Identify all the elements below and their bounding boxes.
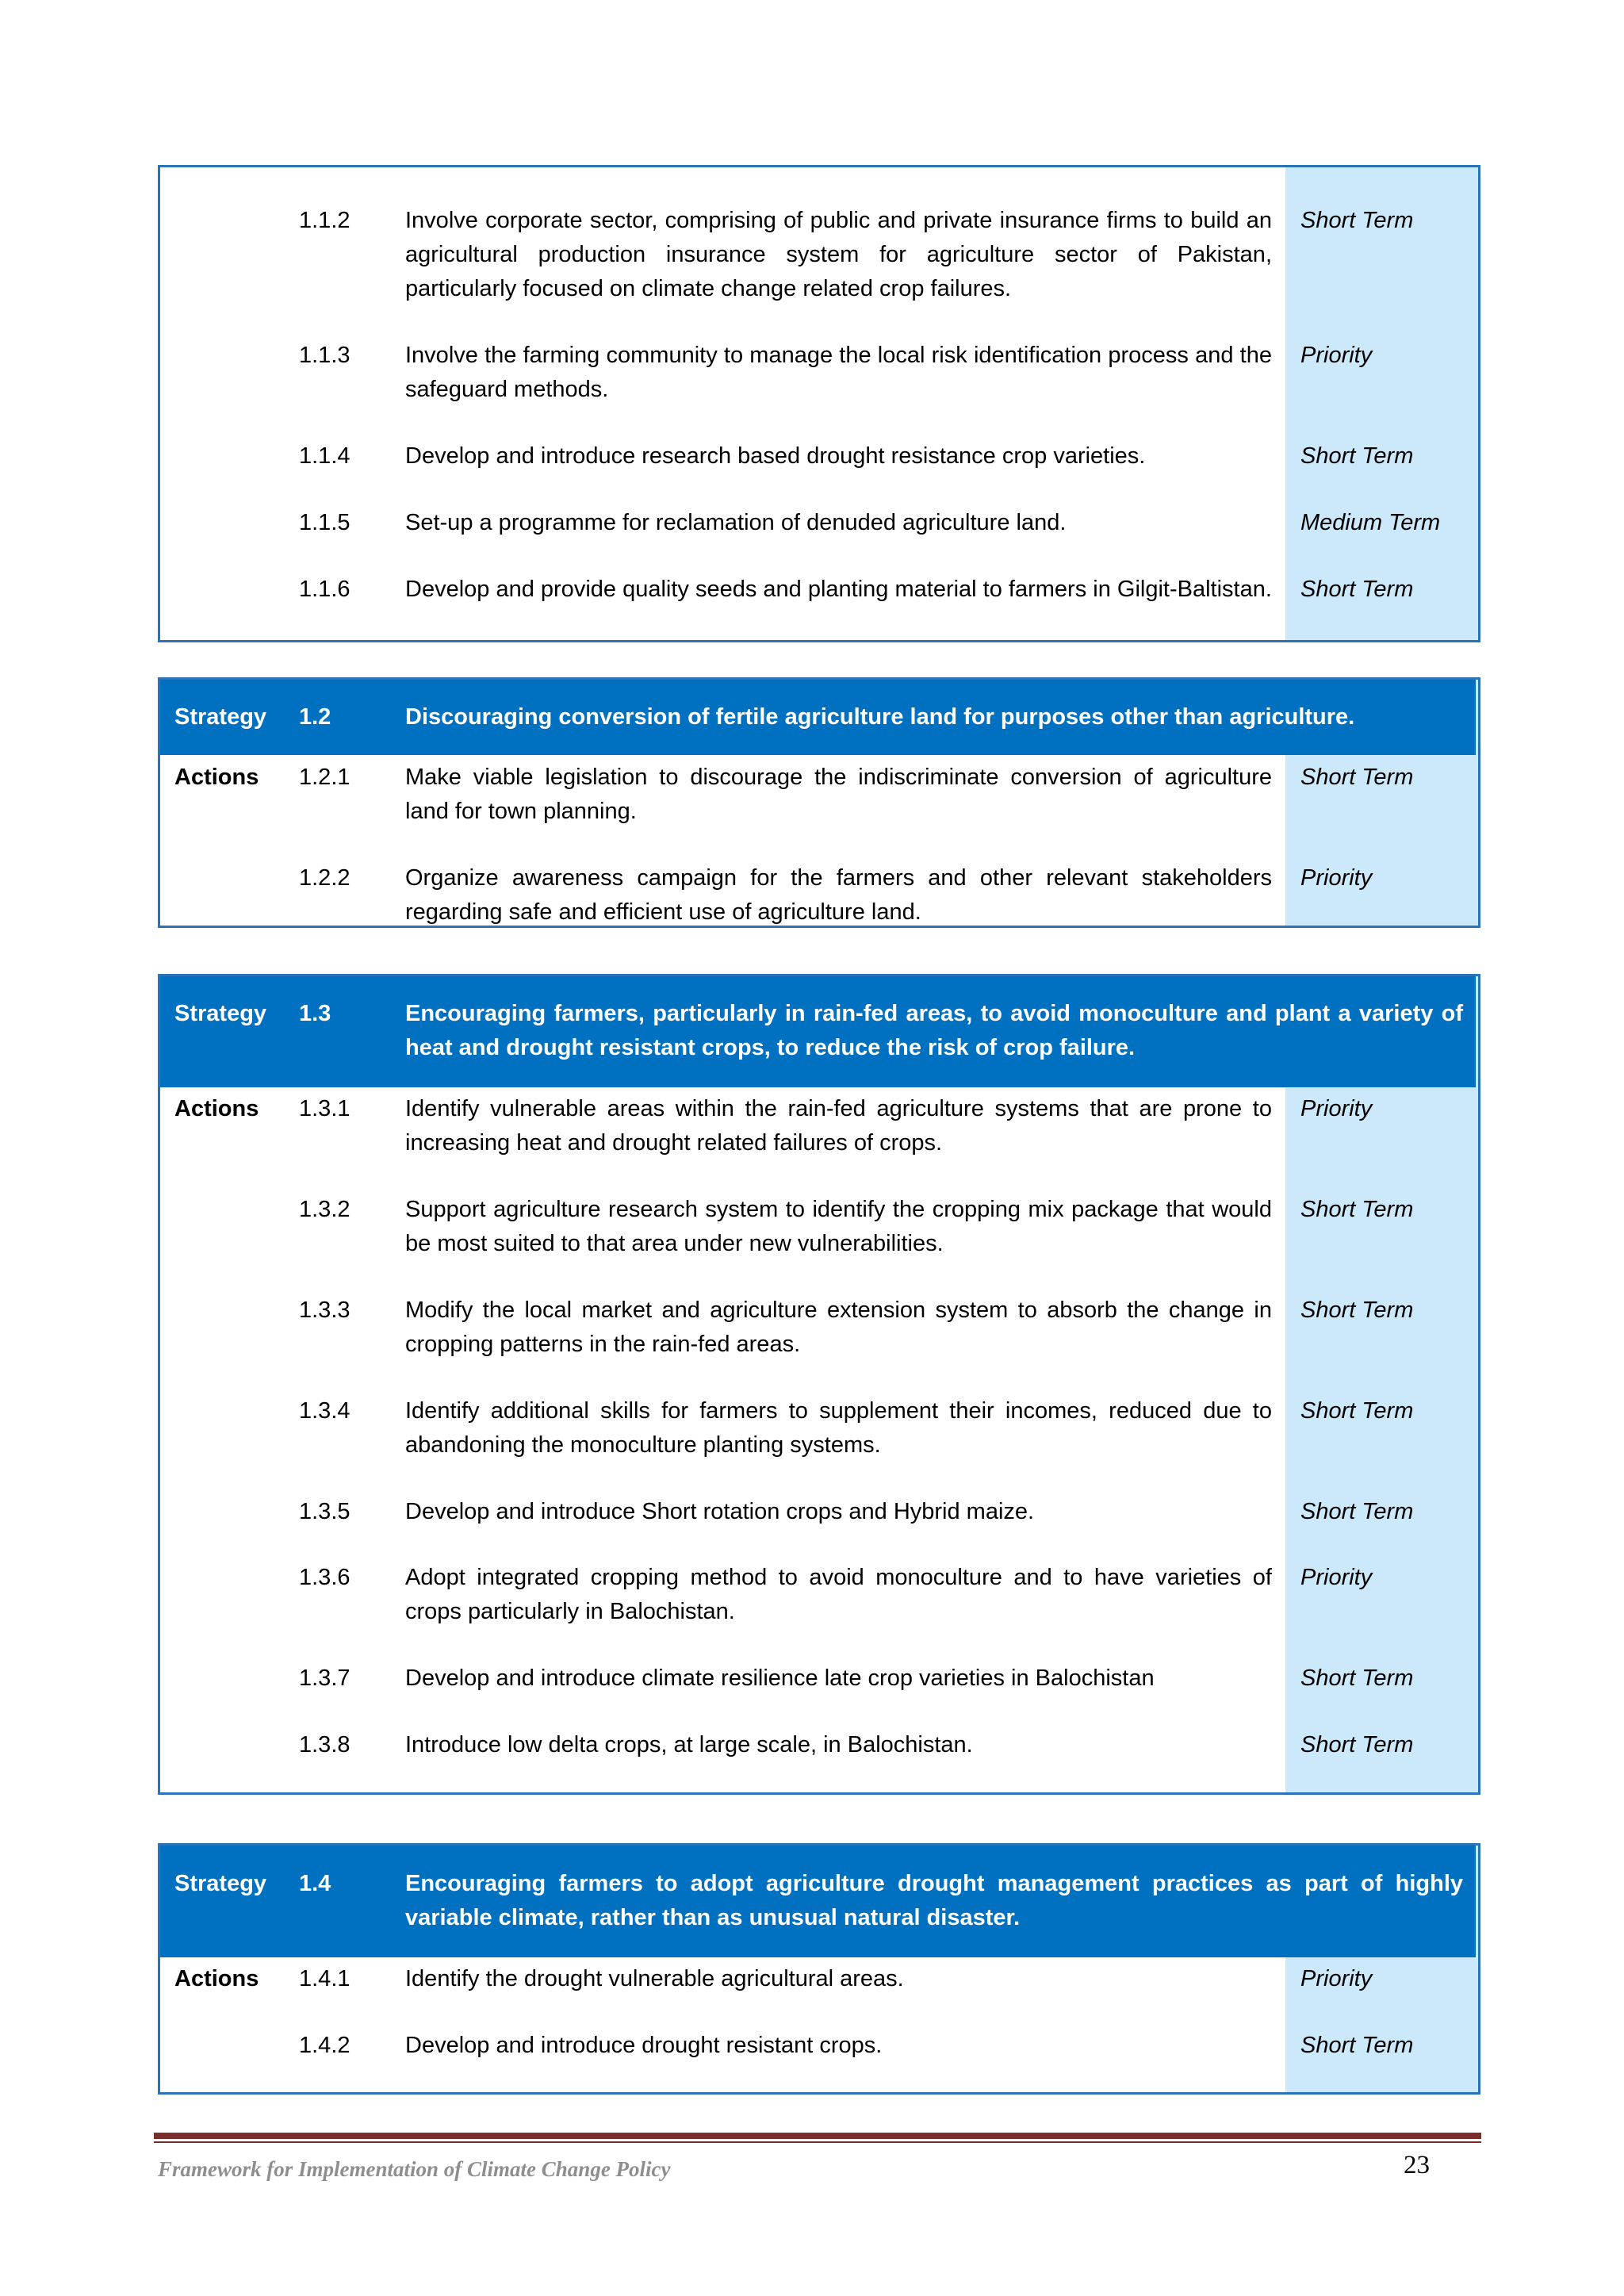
footer-divider-thin (154, 2141, 1481, 2143)
strategy-number: 1.3 (299, 1001, 331, 1026)
action-number: 1.3.2 (299, 1197, 350, 1222)
strategy-1-1-continued-box (158, 165, 1480, 642)
actions-label: Actions (174, 1966, 259, 1991)
action-text: Set-up a programme for reclamation of denuded agriculture land. (405, 510, 1067, 535)
action-term: Short Term (1300, 765, 1414, 790)
action-term: Short Term (1300, 1499, 1414, 1524)
action-number: 1.4.2 (299, 2033, 350, 2058)
action-number: 1.1.6 (299, 577, 350, 602)
action-text: Support agriculture research system to identify the cropping mix package that would be most suited to that area under new vulnerabilities. (405, 1197, 1272, 1256)
strategy-header (160, 680, 1476, 755)
action-number: 1.2.2 (299, 865, 350, 891)
strategy-text: Discouraging conversion of fertile agriculture land for purposes other than agriculture. (405, 704, 1355, 730)
action-number: 1.3.3 (299, 1297, 350, 1323)
action-term: Priority (1300, 1565, 1373, 1590)
actions-label: Actions (174, 765, 259, 790)
actions-label: Actions (174, 1096, 259, 1121)
strategy-1-3-box (158, 974, 1480, 1795)
action-text: Introduce low delta crops, at large scale, in Balochistan. (405, 1732, 973, 1757)
strategy-label: Strategy (174, 704, 267, 730)
action-term: Priority (1300, 865, 1373, 891)
action-text: Adopt integrated cropping method to avoid monoculture and to have varieties of crops particularly in Balochistan. (405, 1565, 1272, 1624)
strategy-label: Strategy (174, 1871, 267, 1896)
strategy-text: Encouraging farmers to adopt agriculture drought management practices as part of highly variable climate, rather than as unusual natural disaster. (405, 1871, 1463, 1930)
action-number: 1.3.8 (299, 1732, 350, 1757)
action-text: Develop and provide quality seeds and planting material to farmers in Gilgit-Baltistan. (405, 577, 1272, 602)
action-term: Short Term (1300, 443, 1414, 469)
action-number: 1.3.1 (299, 1096, 350, 1121)
strategy-number: 1.4 (299, 1871, 331, 1896)
action-number: 1.3.5 (299, 1499, 350, 1524)
strategy-label: Strategy (174, 1001, 267, 1026)
action-number: 1.3.6 (299, 1565, 350, 1590)
strategy-number: 1.2 (299, 704, 331, 730)
action-number: 1.3.7 (299, 1665, 350, 1691)
action-text: Develop and introduce research based drought resistance crop varieties. (405, 443, 1146, 469)
action-term: Short Term (1300, 1297, 1414, 1323)
action-number: 1.2.1 (299, 765, 350, 790)
action-text: Modify the local market and agriculture extension system to absorb the change in cropping patterns in the rain-fed areas. (405, 1297, 1272, 1357)
strategy-1-4-box (158, 1843, 1480, 2095)
strategy-header (160, 1846, 1476, 1957)
action-term: Short Term (1300, 1197, 1414, 1222)
action-term: Short Term (1300, 1732, 1414, 1757)
strategy-header (160, 976, 1476, 1087)
footer-title: Framework for Implementation of Climate Change Policy (158, 2157, 671, 2181)
action-number: 1.3.4 (299, 1398, 350, 1424)
action-number: 1.1.3 (299, 343, 350, 368)
action-number: 1.1.2 (299, 208, 350, 233)
action-number: 1.4.1 (299, 1966, 350, 1991)
action-term: Short Term (1300, 1665, 1414, 1691)
action-text: Make viable legislation to discourage the indiscriminate conversion of agriculture land for town planning. (405, 765, 1272, 824)
strategy-text: Encouraging farmers, particularly in rain-fed areas, to avoid monoculture and plant a variety of heat and drought resistant crops, to reduce the risk of crop failure. (405, 1001, 1463, 1060)
action-text: Develop and introduce drought resistant crops. (405, 2033, 883, 2058)
action-text: Identify the drought vulnerable agricultural areas. (405, 1966, 904, 1991)
footer-divider (154, 2133, 1481, 2139)
action-text: Identify vulnerable areas within the rain-fed agriculture systems that are prone to increasing heat and drought related failures of crops. (405, 1096, 1272, 1156)
action-term: Priority (1300, 1096, 1373, 1121)
strategy-1-2-box (158, 677, 1480, 928)
page-number: 23 (1404, 2151, 1430, 2179)
action-term: Medium Term (1300, 510, 1441, 535)
action-text: Involve corporate sector, comprising of public and private insurance firms to build an agricultural production insurance system for agriculture sector of Pakistan, particularly focused on climate change related crop failures. (405, 208, 1272, 301)
action-term: Short Term (1300, 208, 1414, 233)
action-term: Short Term (1300, 1398, 1414, 1424)
action-term: Priority (1300, 1966, 1373, 1991)
action-text: Identify additional skills for farmers to supplement their incomes, reduced due to abandoning the monoculture planting systems. (405, 1398, 1272, 1458)
action-text: Organize awareness campaign for the farmers and other relevant stakeholders regarding safe and efficient use of agriculture land. (405, 865, 1272, 925)
action-text: Involve the farming community to manage the local risk identification process and the safeguard methods. (405, 343, 1272, 402)
action-text: Develop and introduce Short rotation crops and Hybrid maize. (405, 1499, 1035, 1524)
action-text: Develop and introduce climate resilience late crop varieties in Balochistan (405, 1665, 1155, 1691)
action-term: Priority (1300, 343, 1373, 368)
action-number: 1.1.5 (299, 510, 350, 535)
action-term: Short Term (1300, 2033, 1414, 2058)
action-term: Short Term (1300, 577, 1414, 602)
action-number: 1.1.4 (299, 443, 350, 469)
